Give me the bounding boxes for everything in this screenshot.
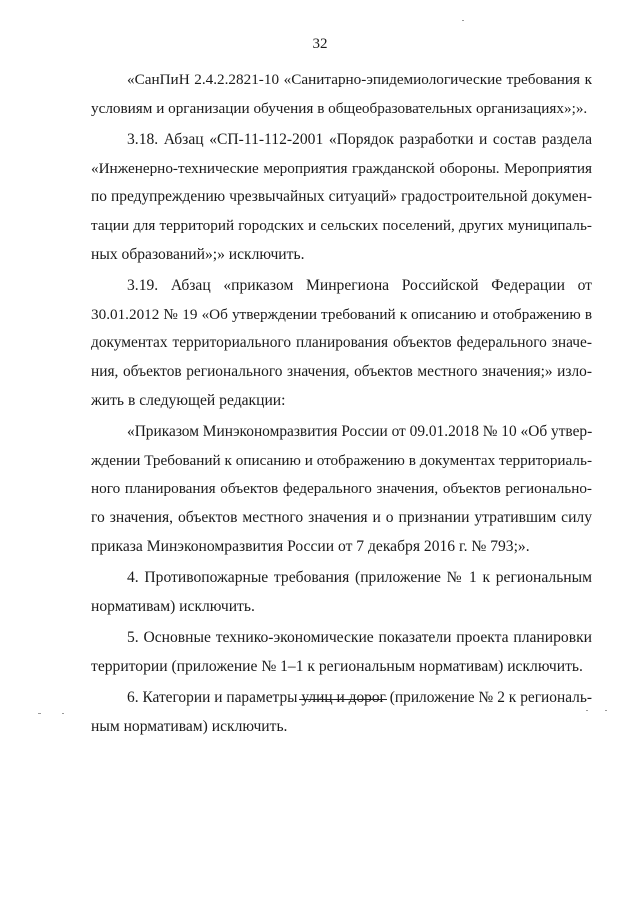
text-line: ных образований»;» исключить.	[91, 245, 305, 263]
text-line: условиям и организации обучения в общеобразовательных организациях»;».	[91, 99, 588, 117]
text-line: нормативам) исключить.	[91, 597, 255, 615]
text-line: ного планирования объектов федерального значения, объектов регионально-	[91, 480, 592, 498]
document-body	[91, 66, 592, 745]
text-line: приказа Минэкономразвития России от 7 декабря 2016 г. № 793;».	[91, 537, 530, 555]
scan-speck	[586, 710, 588, 711]
text-line: 4. Противопожарные требования (приложение № 1 к региональным	[127, 569, 592, 587]
paragraph-item-5	[91, 624, 592, 681]
closing-rule	[299, 699, 387, 700]
text-line: «Инженерно-технические мероприятия гражданской обороны. Мероприятия	[91, 159, 592, 177]
page-number: 32	[312, 36, 328, 52]
paragraph-new-wording-quote	[91, 418, 592, 561]
scan-speck	[62, 713, 64, 714]
text-line: жить в следующей редакции:	[91, 391, 286, 409]
paragraph-item-6	[91, 684, 592, 741]
text-line: 3.19. Абзац «приказом Минрегиона Российской Федерации от	[127, 277, 592, 295]
text-line: «Приказом Минэкономразвития России от 09.01.2018 № 10 «Об утвер-	[127, 423, 593, 441]
text-line: 3.18. Абзац «СП-11-112-2001 «Порядок разработки и состав раздела	[127, 131, 592, 149]
paragraph-item-4	[91, 564, 592, 621]
paragraph-sanpin-quote	[91, 66, 592, 123]
scan-speck	[462, 20, 464, 21]
text-line: ждении Требований к описанию и отображению в документах территориаль-	[91, 451, 592, 469]
text-line: «СанПиН 2.4.2.2821-10 «Санитарно-эпидемиологические требования к	[127, 71, 592, 88]
scan-speck	[605, 710, 607, 711]
scan-speck	[38, 713, 41, 714]
text-line: территории (приложение № 1–1 к региональным нормативам) исключить.	[91, 657, 583, 675]
text-line: по предупреждению чрезвычайных ситуаций» градостроительной докумен-	[91, 188, 592, 206]
text-line: 5. Основные технико-экономические показатели проекта планировки	[127, 629, 592, 647]
text-line: го значения, объектов местного значения и о признании утратившим силу	[91, 508, 592, 526]
text-line: тации для территорий городских и сельских поселений, других муниципаль-	[91, 216, 592, 234]
paragraph-3-18	[91, 126, 592, 269]
text-line: 6. Категории и параметры улиц и дорог (приложение № 2 к региональ-	[127, 689, 592, 707]
text-line: документах территориального планирования объектов федерального значе-	[91, 334, 592, 352]
text-line: 30.01.2012 № 19 «Об утверждении требований к описанию и отображению в	[91, 305, 592, 323]
paragraph-3-19	[91, 272, 592, 415]
text-line: ния, объектов регионального значения, объектов местного значения;» изло-	[91, 362, 592, 380]
text-line: ным нормативам) исключить.	[91, 718, 288, 736]
